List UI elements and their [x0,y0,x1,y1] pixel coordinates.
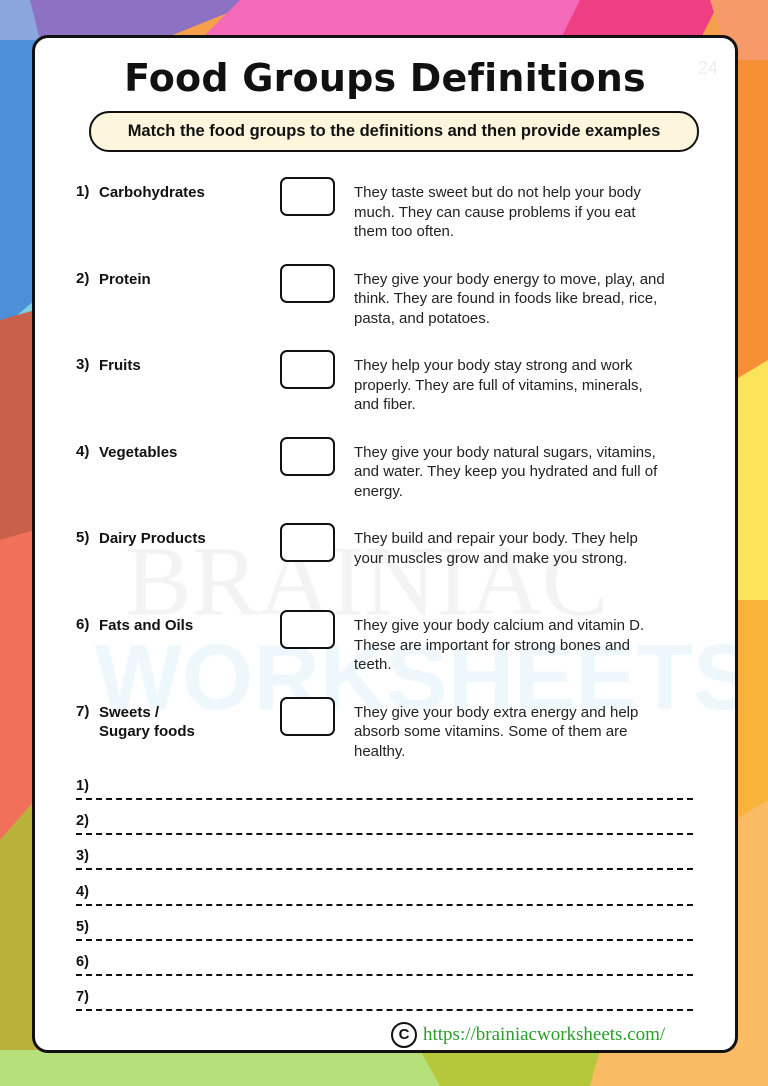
definition-line: They give your body energy to move, play, and [354,270,665,288]
definition-line: them too often. [354,223,455,240]
example-answer-line[interactable] [76,989,696,1017]
definition-line: These are important for strong bones and [354,636,630,654]
match-item [35,616,735,696]
footer [391,1022,665,1048]
answer-box[interactable] [280,437,335,476]
example-answer-line[interactable] [76,883,696,912]
website-link[interactable]: https://brainiacworksheets.com/ [423,1024,666,1045]
food-group-label-line: Fruits [99,357,141,375]
definition-line: They give your body calcium and vitamin D. [354,617,645,634]
item-number: 3) [76,356,90,374]
example-answer-line[interactable] [76,778,696,806]
food-group-label [99,703,195,742]
item-number: 6) [76,616,90,633]
definition-line: think. They are found in foods like bread, rice, [354,290,658,308]
item-number: 7) [76,702,90,720]
food-group-label [99,270,151,290]
answer-number: 2) [76,813,89,830]
dashed-writing-line[interactable] [76,904,693,906]
answer-number: 7) [76,989,89,1006]
definition-line: They help your body stay strong and work [354,357,633,375]
definition-text [354,356,643,415]
definition-line: pasta, and potatoes. [354,309,490,327]
answer-box[interactable] [280,264,335,303]
copyright-icon: C [391,1022,417,1048]
dashed-writing-line[interactable] [76,974,693,976]
definition-text [354,270,665,329]
page-title: Food Groups Definitions [124,56,646,100]
answer-number: 4) [76,883,89,900]
food-group-label [99,529,206,549]
item-number: 1) [76,183,90,200]
instruction-banner: Match the food groups to the definitions and then provide examples [89,111,699,152]
definition-line: healthy. [354,742,406,760]
match-item [35,443,735,523]
dashed-writing-line[interactable] [76,833,693,835]
food-group-label-line: Protein [99,270,151,288]
answer-number: 3) [76,848,89,865]
food-group-label-line: Fats and Oils [99,617,194,634]
food-group-label [99,443,177,463]
definition-line: properly. They are full of vitamins, minerals, [354,376,643,394]
match-item [35,270,735,350]
example-answer-line[interactable] [76,918,696,947]
definition-line: They build and repair your body. They help [354,530,638,548]
definition-line: and water. They keep you hydrated and full of [354,463,658,481]
definition-text [354,183,641,242]
example-answer-line[interactable] [76,848,696,876]
food-group-label [99,183,205,203]
answer-box[interactable] [280,523,335,562]
definition-line: They give your body natural sugars, vitamins, [354,443,656,461]
food-group-label-line: Sugary foods [99,723,195,741]
definition-line: absorb some vitamins. Some of them are [354,723,628,741]
answer-box[interactable] [280,177,335,216]
food-group-label [99,356,141,376]
definition-line: They give your body extra energy and help [354,703,639,721]
example-answer-line[interactable] [76,813,696,841]
food-group-label-line: Dairy Products [99,530,206,548]
definition-line: your muscles grow and make you strong. [354,549,628,567]
item-number: 4) [76,442,90,460]
answer-box[interactable] [280,350,335,389]
page-number: 24 [698,58,719,78]
answer-box[interactable] [280,697,335,736]
definition-text [354,529,638,568]
definition-line: energy. [354,482,403,500]
definition-text [354,616,644,675]
definition-line: much. They can cause problems if you eat [354,203,636,221]
definition-text [354,443,657,502]
item-number: 2) [76,269,90,287]
food-group-label-line: Carbohydrates [99,184,205,201]
food-group-label-line: Vegetables [99,443,178,461]
dashed-writing-line[interactable] [76,1009,693,1011]
dashed-writing-line[interactable] [76,798,693,800]
dashed-writing-line[interactable] [76,939,693,941]
answer-box[interactable] [280,610,335,649]
match-item [35,529,735,609]
answer-number: 6) [76,954,89,970]
match-item [35,183,735,263]
food-group-label-line: Sweets / [99,703,160,721]
example-answer-line[interactable] [76,954,696,982]
food-group-label [99,616,193,636]
item-number: 5) [76,529,90,547]
definition-text [354,703,638,762]
match-item [35,356,735,436]
worksheet-card [32,35,738,1053]
definition-line: and fiber. [354,396,416,414]
answer-number: 1) [76,778,89,794]
dashed-writing-line[interactable] [76,868,693,870]
definition-line: They taste sweet but do not help your body [354,184,641,201]
definition-line: teeth. [354,656,392,673]
match-item [35,703,735,783]
answer-number: 5) [76,918,89,935]
